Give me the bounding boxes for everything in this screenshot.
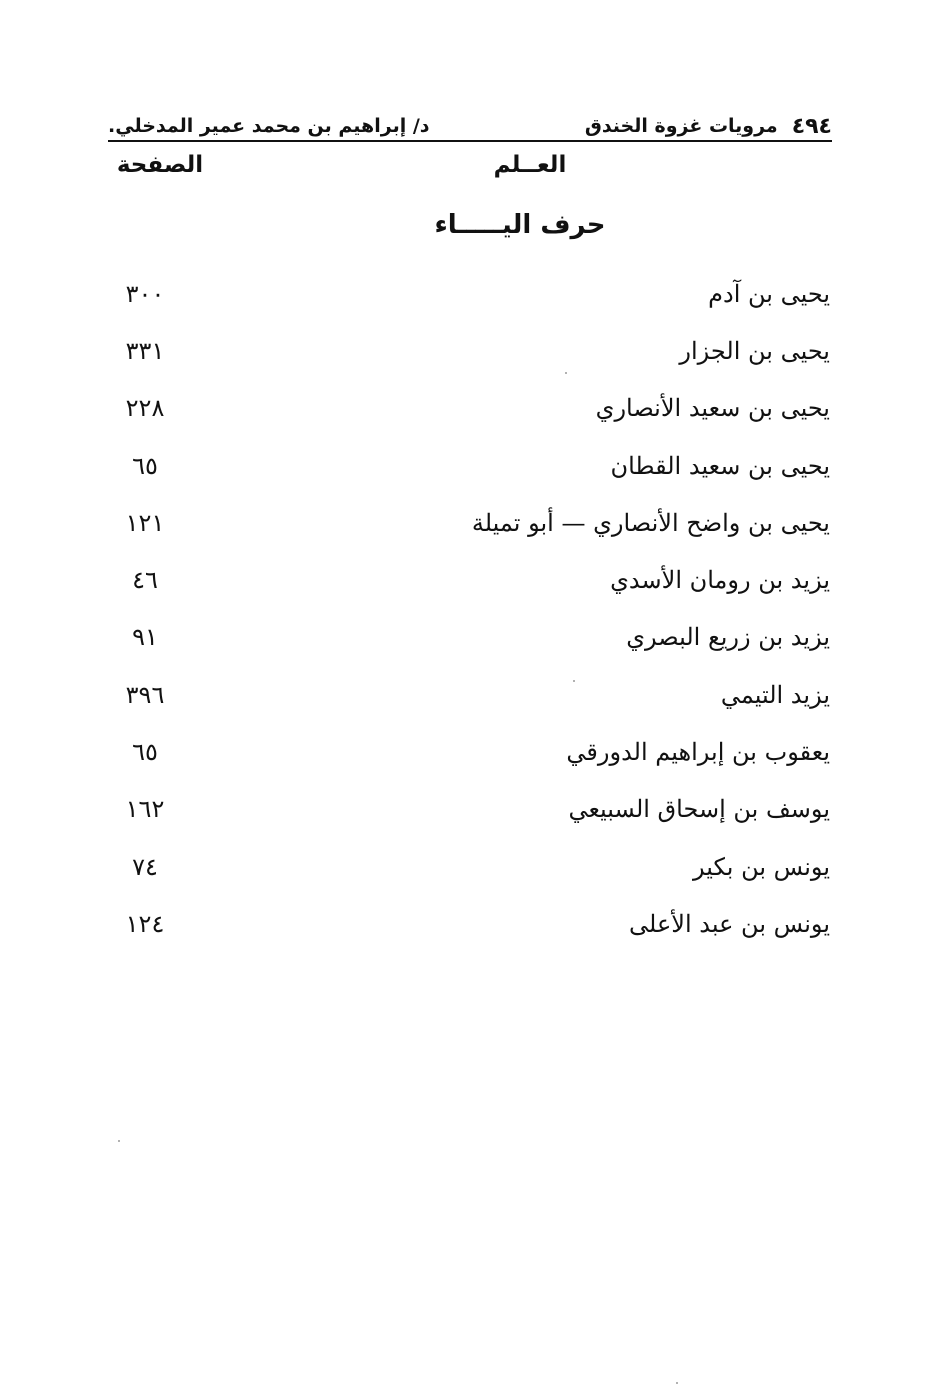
entry-name: يزيد بن زريع البصري [626, 623, 830, 652]
entry-name: يونس بن بكير [693, 852, 830, 881]
entry-page-number: ١٦٢ [125, 795, 165, 824]
book-title: مرويات غزوة الخندق [584, 115, 778, 137]
entry-page-number: ٦٥ [132, 451, 158, 480]
entry-name: يحيى بن سعيد الأنصاري [595, 394, 830, 423]
index-entry [100, 609, 830, 666]
entry-page-number: ٤٦ [132, 566, 158, 595]
scan-speck [676, 1382, 678, 1384]
name-column-heading: العــلم [493, 152, 567, 178]
index-entry [100, 838, 830, 895]
page-column-heading: الصفحة [116, 152, 204, 178]
author-name: د/ إبراهيم بن محمد عمير المدخلي. [108, 115, 430, 137]
scan-speck [573, 680, 575, 682]
entry-page-number: ٣٩٦ [125, 680, 165, 709]
entry-page-number: ١٢١ [125, 508, 165, 537]
entry-name: يونس بن عبد الأعلى [629, 909, 830, 938]
entry-name: يزيد التيمي [720, 680, 830, 709]
index-entry [100, 666, 830, 723]
page-number: ٤٩٤ [791, 113, 832, 139]
entry-name: يحيى بن واضح الأنصاري — أبو تميلة [471, 508, 830, 537]
scan-speck [118, 1140, 120, 1142]
entry-page-number: ١٢٤ [125, 909, 165, 938]
entry-page-number: ٣٠٠ [125, 279, 165, 308]
header-title-group [585, 114, 832, 139]
entry-name: يحيى بن آدم [708, 279, 830, 308]
scan-speck [565, 372, 567, 374]
entry-page-number: ٢٢٨ [125, 394, 165, 423]
entry-name: يحيى بن الجزار [679, 336, 830, 365]
entry-name: يحيى بن سعيد القطان [610, 451, 830, 480]
index-entry [100, 895, 830, 952]
running-header [108, 110, 832, 142]
index-entry [100, 265, 830, 322]
index-entry [100, 437, 830, 494]
index-entry [100, 322, 830, 379]
header-divider [108, 140, 832, 142]
entry-page-number: ٧٤ [132, 852, 158, 881]
index-entry [100, 551, 830, 608]
index-entry [100, 494, 830, 551]
entry-name: يعقوب بن إبراهيم الدورقي [566, 738, 830, 767]
index-entry [100, 723, 830, 780]
entry-page-number: ٣٣١ [125, 336, 165, 365]
entry-name: يوسف بن إسحاق السبيعي [568, 795, 830, 824]
entry-name: يزيد بن رومان الأسدي [610, 566, 830, 595]
section-heading: حرف اليـــــاء [434, 210, 606, 240]
entry-page-number: ٩١ [132, 623, 158, 652]
index-entry [100, 781, 830, 838]
index-entry [100, 380, 830, 437]
entry-page-number: ٦٥ [132, 738, 158, 767]
index-entries [100, 265, 830, 953]
